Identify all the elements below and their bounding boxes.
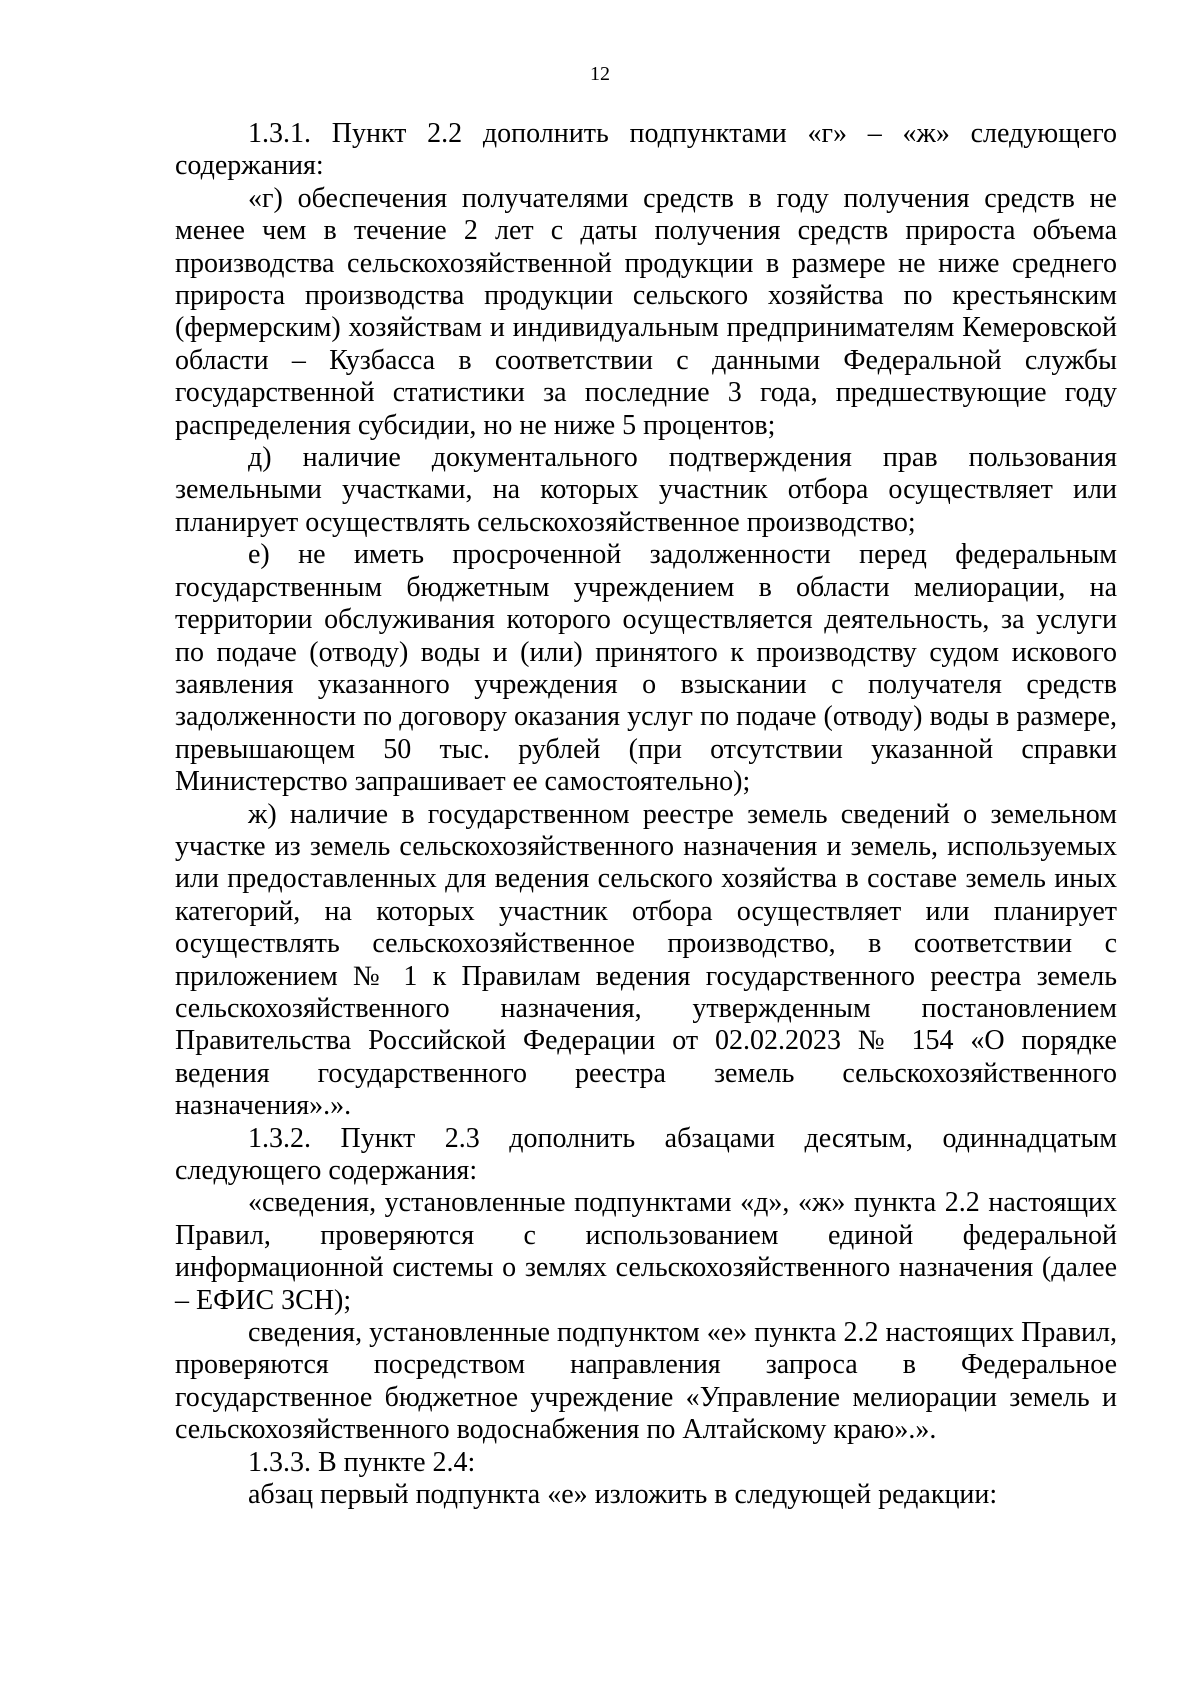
paragraph-efis-zsn: «сведения, установленные подпунктами «д», «ж» пункта 2.2 настоящих Правил, проверяются с использованием единой федеральной информационной системы о землях сельскохозяйственного назначения (далее – ЕФИС ЗСН); — [175, 1187, 1117, 1316]
paragraph-subitem-e: е) не иметь просроченной задолженности перед федеральным государственным бюджетным учреждением в области мелиорации, на территории обслуживания которого осуществляется деятельность, за услуги по подаче (отводу) воды и (или) принятого к производству судом искового заявления указанного учреждения о взыскании с получателя средств задолженности по договору оказания услуг по подаче (отводу) воды в размере, превышающем 50 тыс. рублей (при отсутствии указанной справки Министерство запрашивает ее самостоятельно); — [175, 539, 1117, 798]
paragraph-1-3-3: 1.3.3. В пункте 2.4: — [248, 1446, 476, 1478]
paragraph-subitem-zh: ж) наличие в государственном реестре земель сведений о земельном участке из земель сельскохозяйственного назначения и земель, используемых или предоставленных для ведения сельского хозяйства в составе земель иных категорий, на которых участник отбора осуществляет или планирует осуществлять сельскохозяйственное производство, в соответствии с приложением № 1 к Правилам ведения государственного реестра земель сельскохозяйственного назначения, утвержденным постановлением Правительства Российской Федерации от 02.02.2023 № 154 «О порядке ведения государственного реестра земель сельскохозяйственного назначения».». — [175, 798, 1117, 1122]
paragraph-1-3-2: 1.3.2. Пункт 2.3 дополнить абзацами десятым, одиннадцатым следующего содержания: — [175, 1122, 1117, 1186]
document-body — [175, 118, 1117, 1511]
paragraph-subitem-g: «г) обеспечения получателями средств в году получения средств не менее чем в течение 2 лет с даты получения средств прироста объема производства сельскохозяйственной продукции в размере не ниже среднего прироста производства продукции сельского хозяйства по крестьянским (фермерским) хозяйствам и индивидуальным предпринимателям Кемеровской области – Кузбасса в соответствии с данными Федеральной службы государственной статистики за последние 3 года, предшествующие году распределения субсидии, но не ниже 5 процентов; — [175, 182, 1117, 441]
page-number: 12 — [590, 63, 610, 85]
paragraph-subitem-d: д) наличие документального подтверждения прав пользования земельными участками, на которых участник отбора осуществляет или планирует осуществлять сельскохозяйственное производство; — [175, 442, 1117, 538]
paragraph-request-fgbu: сведения, установленные подпунктом «е» пункта 2.2 настоящих Правил, проверяются посредством направления запроса в Федеральное государственное бюджетное учреждение «Управление мелиорации земель и сельскохозяйственного водоснабжения по Алтайскому краю».». — [175, 1317, 1117, 1446]
paragraph-1-3-1: 1.3.1. Пункт 2.2 дополнить подпунктами «г» – «ж» следующего содержания: — [175, 118, 1117, 182]
paragraph-subitem-e-first: абзац первый подпункта «е» изложить в следующей редакции: — [248, 1479, 998, 1511]
